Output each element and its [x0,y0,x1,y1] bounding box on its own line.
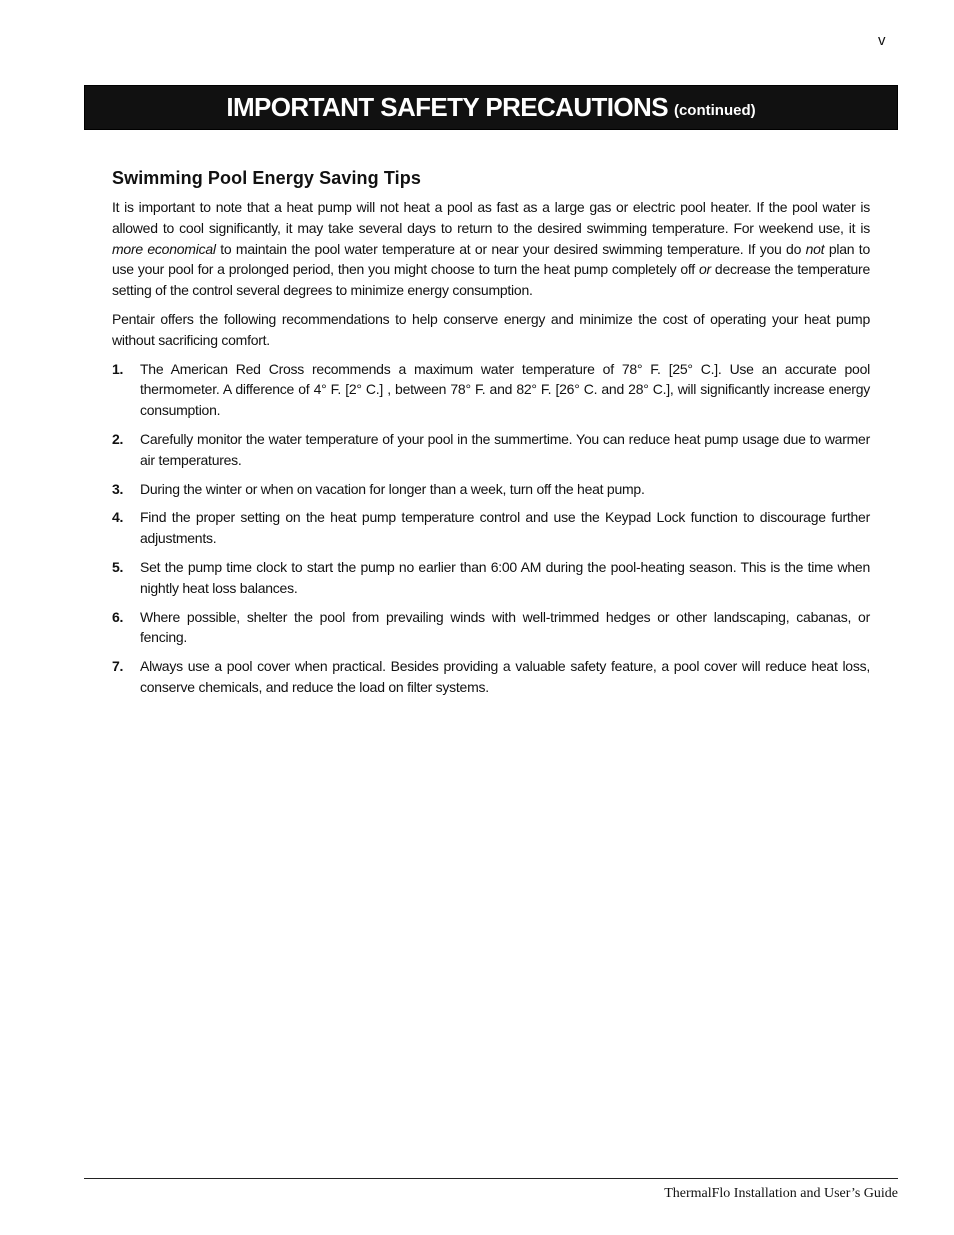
intro-paragraph [112,197,870,301]
list-item-text: Carefully monitor the water temperature of your pool in the summertime. You can reduce heat pump usage due to warmer air temperatures. [140,430,870,468]
page-title: IMPORTANT SAFETY PRECAUTIONS [226,92,668,122]
list-item-text: During the winter or when on vacation for longer than a week, turn off the heat pump. [140,480,645,497]
list-item-text: Always use a pool cover when practical. Besides providing a valuable safety feature, a pool cover will reduce heat loss, conserve chemicals, and reduce the load on filter systems. [140,658,870,695]
list-item-text: The American Red Cross recommends a maximum water temperature of 78° F. [25° C.]. Use an accurate pool thermometer. A difference of 4° F. [2° C.] , between 78° F. and 82° F. [26° C. and 28° C.], will significantly increase energy consumption. [140,360,870,419]
recommendations-paragraph: Pentair offers the following recommendations to help conserve energy and minimize the cost of operating your heat pump without sacrificing comfort. [112,310,870,348]
tips-list [112,359,870,698]
list-item-text: Set the pump time clock to start the pump no earlier than 6:00 AM during the pool-heating season. This is the time when nightly heat loss balances. [140,558,870,596]
list-item [112,479,870,500]
paragraph-text: It is important to note that a heat pump will not heat a pool as fast as a large gas or electric pool heater. If the pool water is allowed to cool significantly, it may take several days to return to the desired swimming temperature. For weekend use, it is [112,199,870,236]
section-heading: Swimming Pool Energy Saving Tips [112,168,421,188]
page-title-bar [84,85,898,130]
paragraph-text: plan to use your pool for a prolonged period, then you might choose to turn the heat pump completely off [112,240,870,278]
footer-guide-title: ThermalFlo Installation and User’s Guide [664,1186,898,1201]
emphasis-text: not [805,240,825,257]
list-item-number: 6. [112,608,124,625]
list-item-number: 4. [112,509,124,526]
footer-divider [84,1178,898,1179]
list-item [112,607,870,649]
list-item-number: 1. [112,360,124,377]
list-item-text: Find the proper setting on the heat pump temperature control and use the Keypad Lock function to discourage further adjustments. [140,509,870,547]
list-item [112,359,870,421]
list-item [112,656,870,698]
emphasis-text: or [698,261,711,278]
paragraph-text: decrease the temperature setting of the control several degrees to minimize energy consumption. [112,261,870,299]
list-item-number: 7. [112,658,124,675]
list-item [112,507,870,549]
list-item-number: 3. [112,480,124,497]
list-item-number: 5. [112,558,124,575]
list-item-number: 2. [112,430,124,447]
main-content [112,168,870,706]
emphasis-text: more economical [112,240,216,257]
list-item-text: Where possible, shelter the pool from prevailing winds with well-trimmed hedges or other landscaping, cabanas, or fencing. [140,608,870,646]
page-title-suffix: (continued) [673,102,756,119]
list-item [112,429,870,471]
paragraph-text: to maintain the pool water temperature at or near your desired swimming temperature. If you do [215,240,806,257]
page-number: v [878,32,886,49]
list-item [112,557,870,599]
